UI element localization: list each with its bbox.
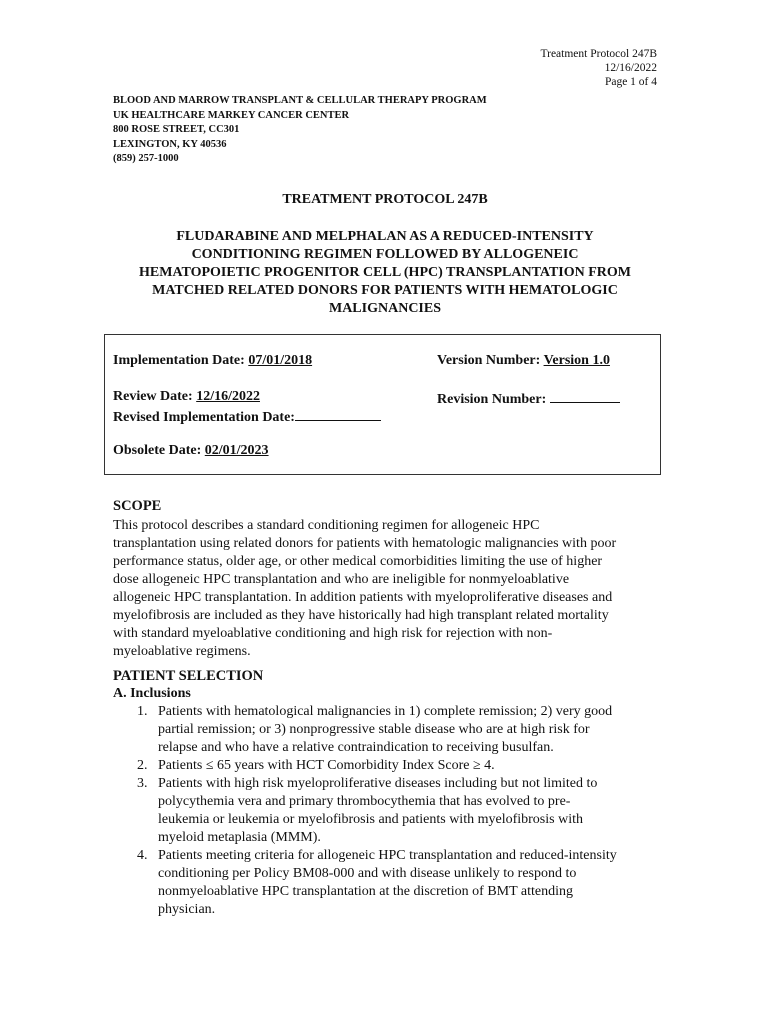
list-item-line: leukemia or leukemia or myelofibrosis and patients with myelofibrosis with [158,812,583,827]
list-item-number: 1. [137,704,148,719]
org-line: BLOOD AND MARROW TRANSPLANT & CELLULAR THERAPY PROGRAM [113,95,487,106]
page-header [541,47,658,89]
list-item-line: polycythemia vera and primary thrombocythemia that has evolved to pre- [158,794,571,809]
page-number: Page 1 of 4 [604,76,657,88]
inclusions-heading: A. Inclusions [113,686,191,701]
list-item-line: nonmyeloablative HPC transplantation at the discretion of BMT attending [158,884,573,899]
list-item [113,703,663,757]
revision-number [437,389,620,408]
scope-line: transplantation using related donors for patients with hematologic malignancies with poor [113,536,617,551]
list-item-line: Patients with high risk myeloproliferative diseases including but not limited to [158,776,598,791]
version-number-label: Version Number: [437,353,544,368]
document-title: TREATMENT PROTOCOL 247B [282,192,488,207]
list-item [113,757,663,775]
subtitle-line: HEMATOPOIETIC PROGENITOR CELL (HPC) TRANSPLANTATION FROM [139,265,631,280]
scope-section [113,498,663,661]
scope-line: myeloablative regimens. [113,644,251,659]
obsolete-date [113,443,269,459]
protocol-info-box [104,334,661,475]
review-date-label: Review Date: [113,389,197,404]
document-subtitle [113,228,657,318]
version-number [437,353,610,369]
list-item-line: partial remission; or 3) nonprogressive stable disease who are at high risk for [158,722,590,737]
scope-line: allogeneic HPC transplantation. In addition patients with myeloproliferative diseases and [113,590,613,605]
list-item-line: physician. [158,902,216,917]
version-number-value: Version 1.0 [543,353,610,368]
org-line: UK HEALTHCARE MARKEY CANCER CENTER [113,109,350,121]
obsolete-date-label: Obsolete Date: [113,443,205,458]
implementation-date-label: Implementation Date: [113,353,249,368]
patient-selection-heading: PATIENT SELECTION [113,668,264,684]
list-item-line: Patients with hematological malignancies in 1) complete remission; 2) very good [158,704,613,719]
org-line: (859) 257-1000 [113,153,179,164]
implementation-date-value: 07/01/2018 [248,353,313,368]
patient-selection-section [113,668,663,919]
list-item-line: Patients meeting criteria for allogeneic HPC transplantation and reduced-intensity [158,848,617,863]
list-item-line: myeloid metaplasia (MMM). [158,830,321,845]
org-line: 800 ROSE STREET, CC301 [113,124,240,135]
subtitle-line: MALIGNANCIES [328,301,441,316]
revised-implementation-date [113,407,381,426]
list-item-number: 2. [137,758,148,773]
scope-line: dose allogeneic HPC transplantation and who are ineligible for nonmyeloablative [113,572,570,587]
subtitle-line: FLUDARABINE AND MELPHALAN AS A REDUCED-INTENSITY [176,229,594,244]
scope-line: myelofibrosis are included as they have historically had high transplant related mortality [113,608,609,623]
scope-line: with standard myeloablative conditioning and high risk for rejection with non- [113,626,553,641]
list-item-line: conditioning per Policy BM08-000 and with disease unlikely to respond to [158,866,577,881]
org-line: LEXINGTON, KY 40536 [113,138,227,150]
revised-implementation-label: Revised Implementation Date: [113,410,295,425]
list-item [113,847,663,919]
obsolete-date-value: 02/01/2023 [204,443,269,458]
subtitle-line: MATCHED RELATED DONORS FOR PATIENTS WITH HEMATOLOGIC [152,283,618,298]
list-item-line: Patients ≤ 65 years with HCT Comorbidity Index Score ≥ 4. [158,758,495,773]
inclusions-list [113,703,663,919]
scope-paragraph [113,517,663,661]
revision-number-blank [550,389,620,403]
revision-number-label: Revision Number: [437,392,550,407]
header-date: 12/16/2022 [604,62,657,74]
list-item-number: 3. [137,776,148,791]
list-item-number: 4. [137,848,148,863]
review-date-value: 12/16/2022 [196,389,260,404]
scope-heading: SCOPE [113,498,162,514]
scope-line: This protocol describes a standard conditioning regimen for allogeneic HPC [113,518,540,533]
revised-implementation-blank [295,407,381,421]
scope-line: performance status, older age, or other medical comorbidities limiting the use of higher [113,554,603,569]
list-item [113,775,663,847]
implementation-date [113,353,312,369]
list-item-line: relapse and who have a relative contraindication to receiving busulfan. [158,740,554,755]
protocol-id: Treatment Protocol 247B [540,48,657,60]
review-date [113,389,260,405]
subtitle-line: CONDITIONING REGIMEN FOLLOWED BY ALLOGENEIC [191,247,579,262]
organization-block [113,94,487,167]
